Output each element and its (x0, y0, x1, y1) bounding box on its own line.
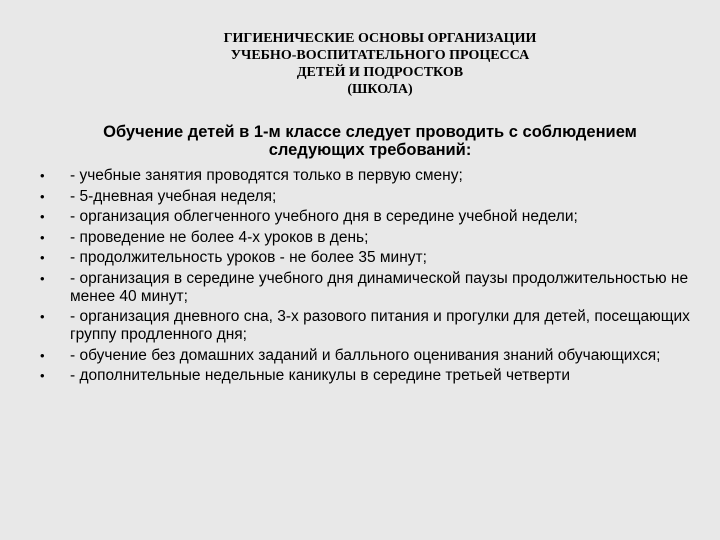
bullet-icon: • (40, 270, 45, 286)
title-line: (ШКОЛА) (347, 82, 413, 97)
list-item-text: - организация облегченного учебного дня в середине учебной недели; (70, 208, 578, 225)
list-item (40, 249, 690, 267)
bullet-icon: • (40, 209, 45, 224)
list-item (40, 229, 690, 247)
list-item (40, 188, 690, 206)
list-item (40, 208, 690, 226)
list-item (40, 167, 690, 185)
bullet-icon: • (40, 309, 45, 324)
bullet-icon: • (40, 168, 45, 183)
list-item (40, 347, 690, 365)
title-line: ДЕТЕЙ И ПОДРОСТКОВ (296, 65, 464, 80)
title-line: ГИГИЕНИЧЕСКИЕ ОСНОВЫ ОРГАНИЗАЦИИ (223, 31, 537, 46)
list-item-text: - дополнительные недельные каникулы в середине третьей четверти (70, 367, 570, 384)
bullet-icon: • (40, 347, 45, 363)
requirements-list (40, 167, 690, 388)
bullet-icon: • (40, 229, 45, 245)
list-item-text: - организация в середине учебного дня динамической паузы продолжительностью не менее 40 минут; (70, 269, 689, 305)
list-item-text: - обучение без домашних заданий и балльного оценивания знаний обучающихся; (70, 346, 661, 364)
list-item-text: - проведение не более 4-х уроков в день; (70, 228, 369, 246)
intro-text: Обучение детей в 1-м классе следует проводить с соблюдением следующих требований: (103, 123, 637, 159)
list-item-text: - учебные занятия проводятся только в первую смену; (70, 167, 463, 184)
list-item-text: - организация дневного сна, 3-х разового питания и прогулки для детей, посещающих группу продленного дня; (70, 308, 690, 343)
bullet-icon: • (40, 250, 45, 265)
bullet-icon: • (40, 188, 45, 204)
list-item-text: - 5-дневная учебная неделя; (70, 187, 277, 205)
list-item-text: - продолжительность уроков - не более 35 минут; (70, 249, 427, 266)
list-item (40, 270, 690, 306)
list-item (40, 367, 690, 385)
bullet-icon: • (40, 368, 45, 383)
title-line: УЧЕБНО-ВОСПИТАТЕЛЬНОГО ПРОЦЕССА (230, 48, 530, 63)
list-item (40, 308, 690, 344)
slide-title (0, 30, 720, 98)
